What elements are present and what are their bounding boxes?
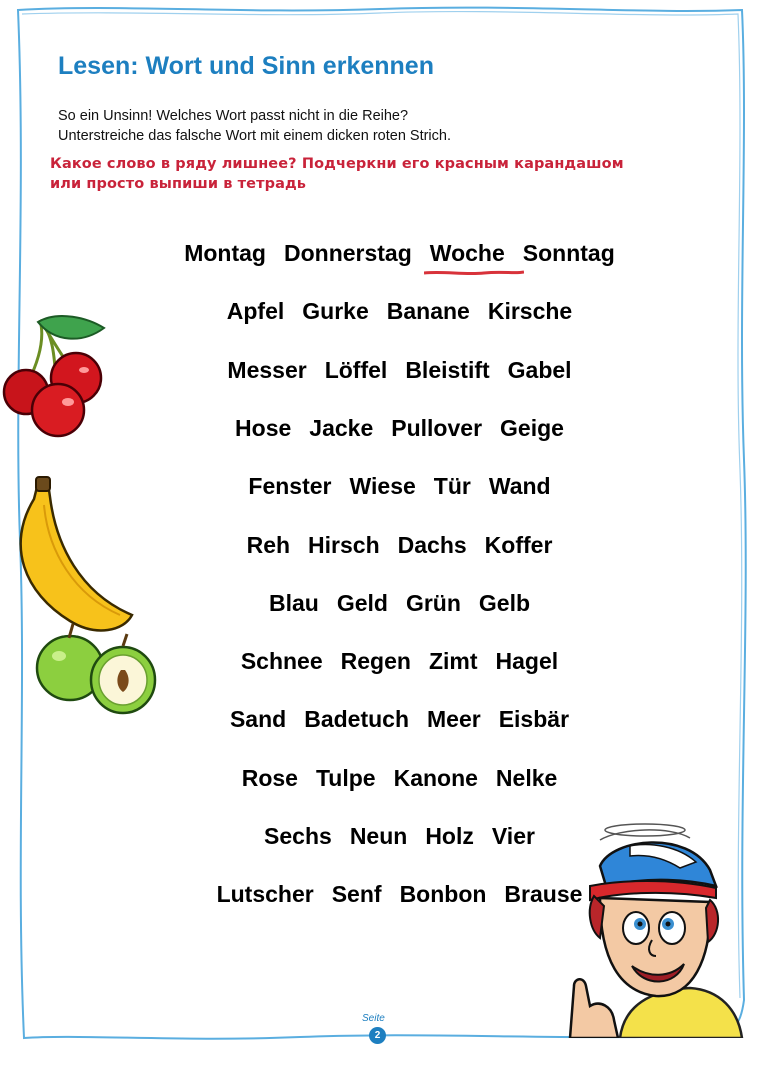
word[interactable]: Kanone bbox=[393, 764, 478, 791]
page-number: 2 bbox=[369, 1027, 386, 1044]
cartoon-boy-icon bbox=[560, 810, 745, 1038]
page-title: Lesen: Wort und Sinn erkennen bbox=[58, 52, 434, 80]
word[interactable]: Eisbär bbox=[498, 706, 570, 733]
instruction-line-1: So ein Unsinn! Welches Wort passt nicht in die Reihe? bbox=[58, 108, 409, 124]
word[interactable]: Wiese bbox=[349, 473, 416, 500]
word[interactable]: Pullover bbox=[391, 414, 483, 441]
word[interactable]: Kirsche bbox=[487, 298, 573, 325]
word[interactable]: Koffer bbox=[484, 531, 553, 558]
word-row bbox=[0, 415, 763, 442]
word[interactable]: Zimt bbox=[428, 648, 478, 675]
word[interactable]: Sonntag bbox=[522, 240, 615, 266]
word[interactable]: Tür bbox=[433, 473, 471, 500]
word[interactable]: Geige bbox=[500, 414, 564, 441]
page-label: Seite bbox=[362, 1013, 385, 1024]
word[interactable]: Gurke bbox=[302, 298, 369, 325]
word[interactable]: Badetuch bbox=[304, 706, 409, 733]
word[interactable]: Fenster bbox=[248, 473, 332, 500]
word[interactable]: Sand bbox=[229, 706, 287, 733]
word[interactable]: Geld bbox=[336, 589, 388, 616]
word[interactable]: Holz bbox=[425, 823, 474, 849]
word[interactable]: Hagel bbox=[495, 648, 559, 675]
word[interactable]: Donnerstag bbox=[283, 240, 412, 266]
instruction-line-2: Unterstreiche das falsche Wort mit einem dicken roten Strich. bbox=[58, 128, 452, 144]
word[interactable]: Sechs bbox=[264, 823, 332, 849]
word[interactable]: Tulpe bbox=[315, 764, 376, 791]
word[interactable]: Grün bbox=[405, 589, 461, 616]
word[interactable]: Gabel bbox=[507, 356, 572, 383]
word[interactable]: Löffel bbox=[324, 356, 388, 383]
word[interactable]: Brause bbox=[504, 881, 583, 908]
word[interactable]: Wand bbox=[488, 473, 551, 500]
word-row bbox=[0, 765, 763, 792]
word-row bbox=[0, 240, 763, 267]
cherries-icon bbox=[2, 312, 112, 442]
russian-instruction-line-1: Какое слово в ряду лишнее? Подчеркни его красным карандашом bbox=[50, 156, 624, 172]
word[interactable]: Montag bbox=[184, 240, 266, 266]
word[interactable]: Lutscher bbox=[216, 881, 314, 908]
word-row bbox=[0, 298, 763, 325]
word[interactable]: Vier bbox=[491, 823, 535, 849]
word[interactable]: Hose bbox=[235, 414, 292, 441]
word-row bbox=[0, 357, 763, 384]
word[interactable]: Neun bbox=[349, 823, 408, 849]
word[interactable]: Bonbon bbox=[399, 881, 487, 908]
word[interactable]: Woche bbox=[430, 240, 505, 267]
word[interactable]: Dachs bbox=[397, 531, 467, 558]
word[interactable]: Gelb bbox=[478, 589, 531, 616]
word[interactable]: Regen bbox=[340, 648, 411, 675]
word[interactable]: Messer bbox=[227, 356, 307, 383]
word[interactable]: Jacke bbox=[309, 414, 374, 441]
green-apples-icon bbox=[35, 618, 160, 718]
word[interactable]: Schnee bbox=[240, 648, 323, 675]
word[interactable]: Apfel bbox=[226, 298, 285, 325]
word[interactable]: Meer bbox=[427, 706, 481, 733]
word[interactable]: Rose bbox=[241, 764, 298, 791]
word[interactable]: Hirsch bbox=[308, 531, 380, 558]
word[interactable]: Blau bbox=[268, 589, 319, 616]
red-underline bbox=[424, 270, 524, 276]
word[interactable]: Reh bbox=[246, 531, 291, 558]
word[interactable]: Senf bbox=[331, 881, 382, 908]
word[interactable]: Banane bbox=[386, 298, 470, 325]
russian-instruction-line-2: или просто выпиши в тетрадь bbox=[50, 176, 307, 192]
word[interactable]: Bleistift bbox=[405, 356, 490, 383]
word[interactable]: Nelke bbox=[495, 764, 558, 791]
